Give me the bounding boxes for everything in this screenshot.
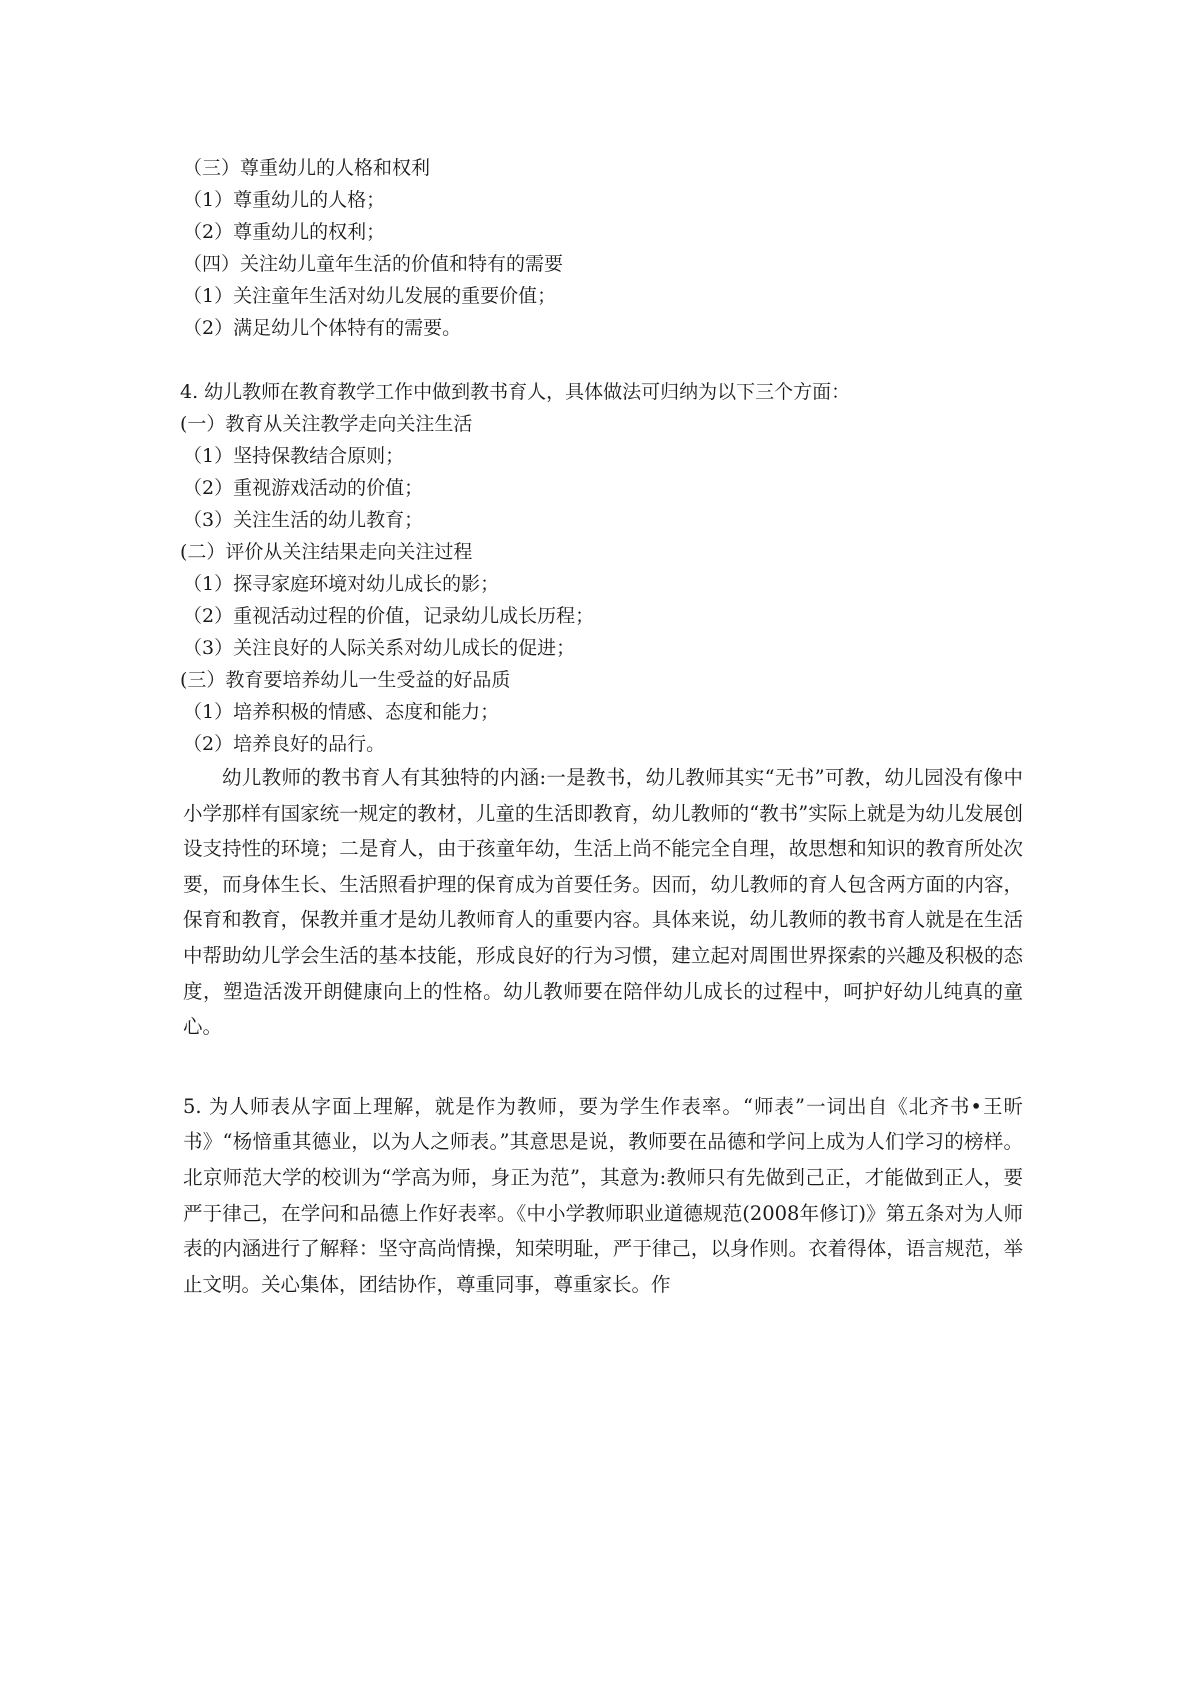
list-item: （1）培养积极的情感、态度和能力； (183, 701, 500, 723)
list-item: （1）关注童年生活对幼儿发展的重要价值； (183, 285, 557, 307)
section-heading: (一）教育从关注教学走向关注生活 (180, 413, 473, 435)
list-item: （1）尊重幼儿的人格； (183, 189, 386, 211)
list-item: （2）培养良好的品行。 (183, 733, 386, 755)
list-item: （1）坚持保教结合原则； (183, 445, 405, 467)
spacer (183, 1045, 1023, 1089)
list-item: （2）重视活动过程的价值，记录幼儿成长历程； (183, 605, 595, 627)
section-heading: （三）尊重幼儿的人格和权利 (183, 157, 431, 179)
section-heading: （四）关注幼儿童年生活的价值和特有的需要 (183, 253, 564, 275)
body-paragraph: 5. 为人师表从字面上理解，就是作为教师，要为学生作表率。“师表”一词出自《北齐书•王昕书》“杨愔重其德业，以为人之师表。”其意思是说，教师要在品德和学问上成为人们学习的榜样。北京师范大学的校训为“学高为师，身正为范”，其意为:教师只有先做到己正，才能做到正人，要严于律己，在学问和品德上作好表率。《中小学教师职业道德规范(2008年修订)》第五条对为人师表的内涵进行了解释：坚守高尚情操，知荣明耻，严于律己，以身作则。衣着得体，语言规范，举止文明。关心集体，团结协作，尊重同事，尊重家长。作 (183, 1094, 1023, 1296)
body-paragraph: 幼儿教师的教书育人有其独特的内涵:一是教书，幼儿教师其实“无书”可教，幼儿园没有像中小学那样有国家统一规定的教材，儿童的生活即教育，幼儿教师的“教书”实际上就是为幼儿发展创设支持性的环境；二是育人，由于孩童年幼，生活上尚不能完全自理，故思想和知识的教育所处次要，而身体生长、生活照看护理的保育成为首要任务。因而，幼儿教师的育人包含两方面的内容，保育和教育，保教并重才是幼儿教师育人的重要内容。具体来说，幼儿教师的教书育人就是在生活中帮助幼儿学会生活的基本技能，形成良好的行为习惯，建立起对周围世界探索的兴趣及积极的态度，塑造活泼开朗健康向上的性格。幼儿教师要在陪伴幼儿成长的过程中，呵护好幼儿纯真的童心。 (183, 766, 1023, 1039)
question-intro: 4. 幼儿教师在教育教学工作中做到教书育人，具体做法可归纳为以下三个方面： (180, 381, 851, 403)
spacer (183, 344, 1023, 376)
section-heading: (二）评价从关注结果走向关注过程 (180, 541, 473, 563)
section-heading: (三）教育要培养幼儿一生受益的好品质 (180, 669, 511, 691)
list-item: （2）尊重幼儿的权利； (183, 221, 386, 243)
document-page (180, 152, 1023, 1302)
list-item: （1）探寻家庭环境对幼儿成长的影； (183, 573, 500, 595)
list-item: （2）满足幼儿个体特有的需要。 (183, 317, 462, 339)
list-item: （3）关注良好的人际关系对幼儿成长的促进； (183, 637, 576, 659)
list-item: （3）关注生活的幼儿教育； (183, 509, 424, 531)
list-item: （2）重视游戏活动的价值； (183, 477, 424, 499)
